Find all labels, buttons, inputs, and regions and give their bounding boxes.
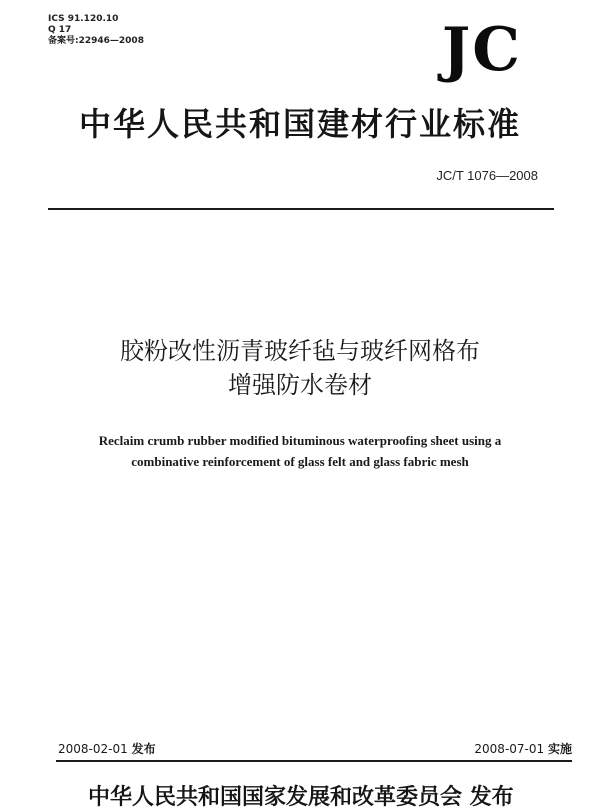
- footer-divider: [56, 760, 572, 762]
- record-number: 备案号:22946—2008: [48, 36, 144, 46]
- header-divider: [48, 208, 554, 210]
- document-title-en: [0, 430, 600, 472]
- issuing-authority: 中华人民共和国国家发展和改革委员会 发布: [88, 784, 514, 810]
- issue-date: 2008-02-01: [58, 742, 128, 756]
- document-metadata: [48, 14, 144, 47]
- document-title-cn: [0, 334, 600, 402]
- ics-code: ICS 91.120.10: [48, 14, 119, 24]
- standard-title: 中华人民共和国建材行业标准: [78, 105, 521, 143]
- issue-label: 发布: [131, 742, 156, 756]
- document-title-cn-line1: 胶粉改性沥青玻纤毡与玻纤网格布: [120, 337, 480, 365]
- effective-date: 2008-07-01: [474, 742, 545, 756]
- document-title-en-line1: Reclaim crumb rubber modified bituminous waterproofing sheet using a: [98, 433, 502, 448]
- document-title-en-line2: combinative reinforcement of glass felt and glass fabric mesh: [131, 454, 469, 469]
- effective-label: 实施: [547, 742, 572, 756]
- classification-code: Q 17: [48, 25, 72, 35]
- effective-date-block: [474, 742, 572, 756]
- document-title-cn-line2: 增强防水卷材: [228, 371, 372, 399]
- jc-logo: JC: [441, 15, 522, 85]
- standard-number: JC/T 1076—2008: [436, 168, 538, 183]
- issue-date-block: [58, 742, 156, 756]
